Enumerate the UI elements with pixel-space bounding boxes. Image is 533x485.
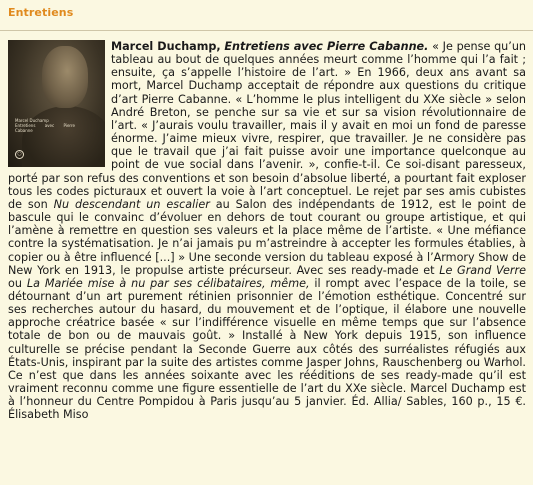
article-text-2: au Salon des indépendants de 1912, est le point de bascule qui le convainc d’évoluer en dehors de tout courant ou groupe artistique, et qui l’amène à remettre en question ses valeurs et la place même de l’artiste. « Une méfiance contre la systématisation. Je n’ai jamais pu m’astreindre à accepter les formules établies, à copier ou à être influencé [...] » Une seconde version du tableau exposé à l’Armory Show de New York en 1913, le propulse artiste précurseur. Avec ses ready-made et [8, 197, 526, 277]
article-text-3: ou [8, 276, 27, 290]
book-cover-image [8, 40, 105, 167]
article-work-1: Nu descendant un escalier [53, 197, 210, 211]
article-work-2: Le Grand Verre [439, 263, 526, 277]
cover-title-line1: Marcel Duchamp [15, 118, 49, 123]
cover-publisher-badge: ○ [15, 150, 24, 159]
article-text-1: « Je pense qu’un tableau au bout de quelques années meurt comme l’homme qui l’a fait ; ensuite, ça s’appelle l’histoire de l’art. » En 1966, deux ans avant sa mort, Marcel Duchamp acceptait de répondre aux questions du critique d’art Pierre Cabanne. « L’homme le plus intelligent du XXe siècle » selon André Breton, se penche sur sa vie et sur sa vision révolutionnaire de l’art. « J’aurais voulu travailler, mais il y avait en moi un fond de paresse énorme. J’aime mieux vivre, respirer, que travailler. Je ne considère pas que le travail que j’ai fait puisse avoir une importance quelconque au point de vue social dans l’avenir. », confie-t-il. Ce soi-disant paresseux, porté par son refus des conventions et son besoin d’absolue liberté, a pourtant fait exploser tous les codes picturaux et ouvert la voie à l’art conceptuel. Le rejet par ses amis cubistes de son [8, 40, 527, 211]
article-text-4: il rompt avec l’espace de la toile, se détournant d’un art purement rétinien prisonnier de l’émotion esthétique. Concentré sur ses recherches autour du hasard, du mouvement et de l’optique, il élabore une nouvelle approche créatrice basée « sur l’indifférence visuelle en même temps que sur l’absence totale de bon ou de mauvais goût. » Installé à New York depuis 1915, son influence culturelle se précise pendant la Seconde Guerre aux côtés des surréalistes réfugiés aux États-Unis, inspirant par la suite des artistes comme Jasper Johns, Rauschenberg ou Warhol. Ce n’est que dans les années soixante avec les rééditions de ses ready-made qu’il est vraiment reconnu comme une figure essentielle de l’art du XXe siècle. Marcel Duchamp est à l’honneur du Centre Pompidou à Paris jusqu’au 5 janvier. Éd. Allia/ Sables, 160 p., 15 €. Élisabeth Miso [8, 276, 526, 422]
article-book-title: Entretiens avec Pierre Cabanne. [224, 40, 429, 53]
cover-title [15, 118, 75, 133]
cover-portrait-shoulders [22, 106, 105, 167]
article [8, 40, 526, 422]
cover-title-line2: Entretiens avec Pierre Cabanne [15, 123, 75, 133]
article-work-3: La Mariée mise à nu par ses célibataires, même, [26, 276, 310, 290]
article-author: Marcel Duchamp, [111, 40, 221, 53]
cover-portrait-face [42, 46, 88, 108]
divider [0, 30, 533, 31]
section-title: Entretiens [8, 6, 74, 19]
